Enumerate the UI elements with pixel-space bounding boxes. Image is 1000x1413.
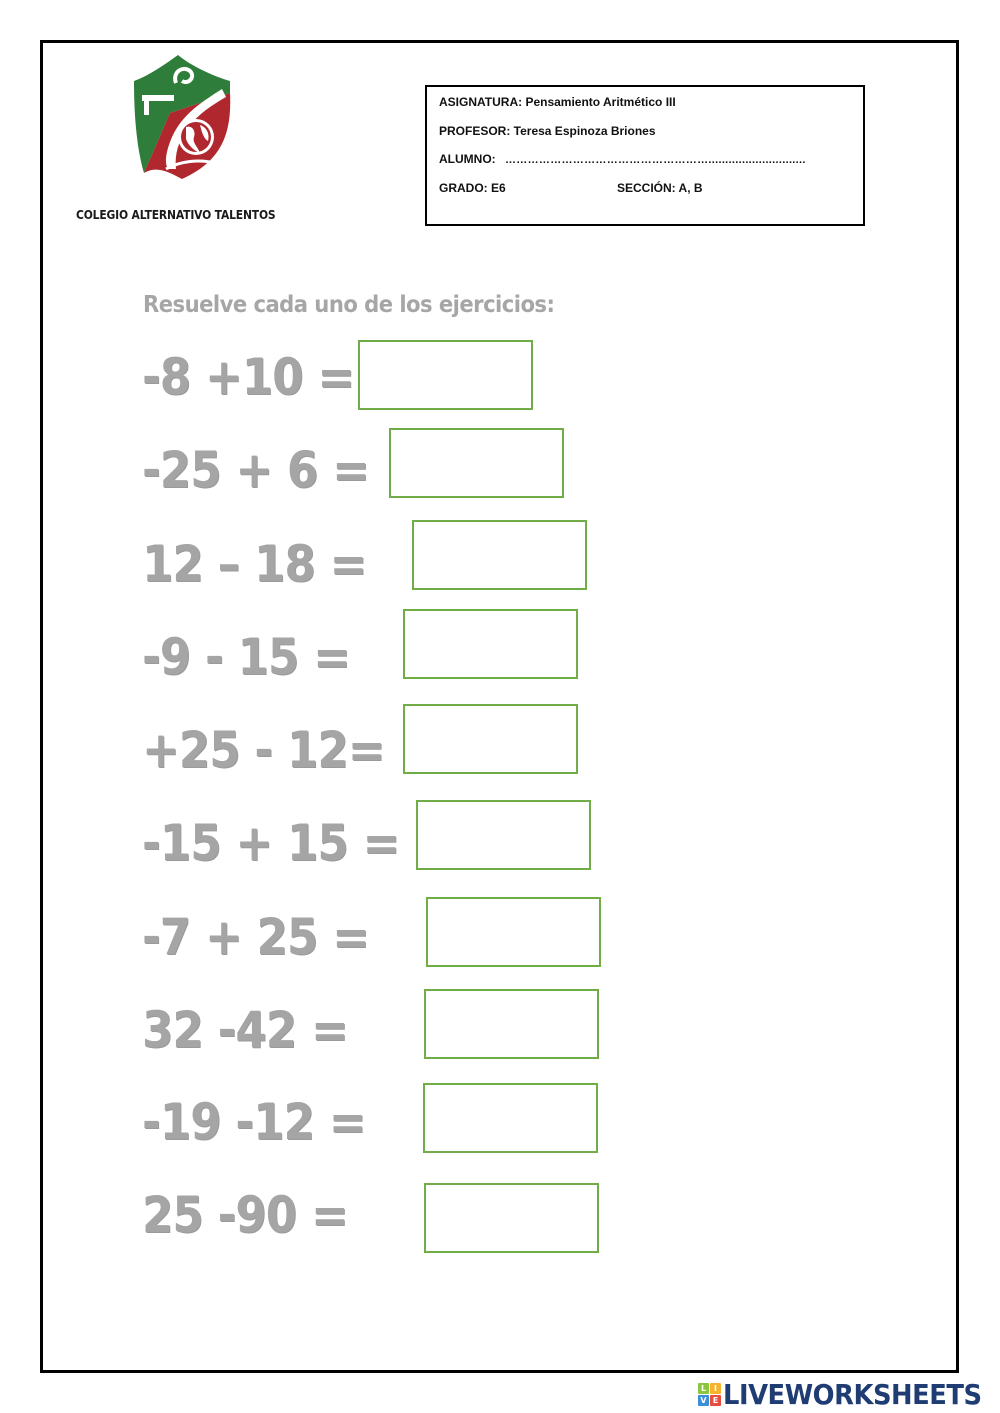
answer-input[interactable] bbox=[403, 704, 578, 774]
exercise-expression: -8 +10 = bbox=[142, 348, 355, 406]
live-letter-v: V bbox=[698, 1395, 709, 1406]
live-blocks-icon bbox=[698, 1383, 721, 1406]
school-name: COLEGIO ALTERNATIVO TALENTOS bbox=[76, 207, 276, 222]
school-crest-icon bbox=[130, 53, 234, 181]
live-letter-i: I bbox=[710, 1383, 721, 1394]
student-info-box bbox=[425, 85, 865, 226]
student-name-blank[interactable]: ………………………………………………............................. bbox=[505, 154, 806, 166]
answer-input[interactable] bbox=[412, 520, 587, 590]
subject-label: ASIGNATURA: Pensamiento Aritmético III bbox=[439, 95, 676, 109]
answer-input[interactable] bbox=[423, 1083, 598, 1153]
answer-input[interactable] bbox=[358, 340, 533, 410]
section-label: SECCIÓN: A, B bbox=[617, 181, 703, 195]
answer-input[interactable] bbox=[403, 609, 578, 679]
instructions-heading: Resuelve cada uno de los ejercicios: bbox=[143, 292, 555, 318]
answer-input[interactable] bbox=[426, 897, 601, 967]
grade-label: GRADO: E6 bbox=[439, 181, 506, 195]
exercise-expression: -25 + 6 = bbox=[142, 441, 369, 499]
answer-input[interactable] bbox=[416, 800, 591, 870]
live-letter-e: E bbox=[710, 1395, 721, 1406]
brand-name: LIVEWORKSHEETS bbox=[723, 1377, 982, 1411]
exercise-expression: +25 - 12= bbox=[142, 721, 385, 779]
exercise-expression: 32 -42 = bbox=[142, 1001, 348, 1059]
student-name-field[interactable] bbox=[439, 152, 806, 166]
exercise-expression: 25 -90 = bbox=[142, 1186, 348, 1244]
answer-input[interactable] bbox=[424, 1183, 599, 1253]
answer-input[interactable] bbox=[389, 428, 564, 498]
live-letter-l: L bbox=[698, 1383, 709, 1394]
exercise-expression: -19 -12 = bbox=[142, 1093, 366, 1151]
exercise-expression: -7 + 25 = bbox=[142, 908, 369, 966]
teacher-label: PROFESOR: Teresa Espinoza Briones bbox=[439, 124, 656, 138]
exercise-expression: 12 – 18 = bbox=[142, 535, 367, 593]
liveworksheets-logo bbox=[698, 1379, 1000, 1409]
exercise-expression: -9 - 15 = bbox=[142, 628, 350, 686]
answer-input[interactable] bbox=[424, 989, 599, 1059]
exercise-expression: -15 + 15 = bbox=[142, 814, 400, 872]
student-label: ALUMNO: bbox=[439, 152, 496, 166]
